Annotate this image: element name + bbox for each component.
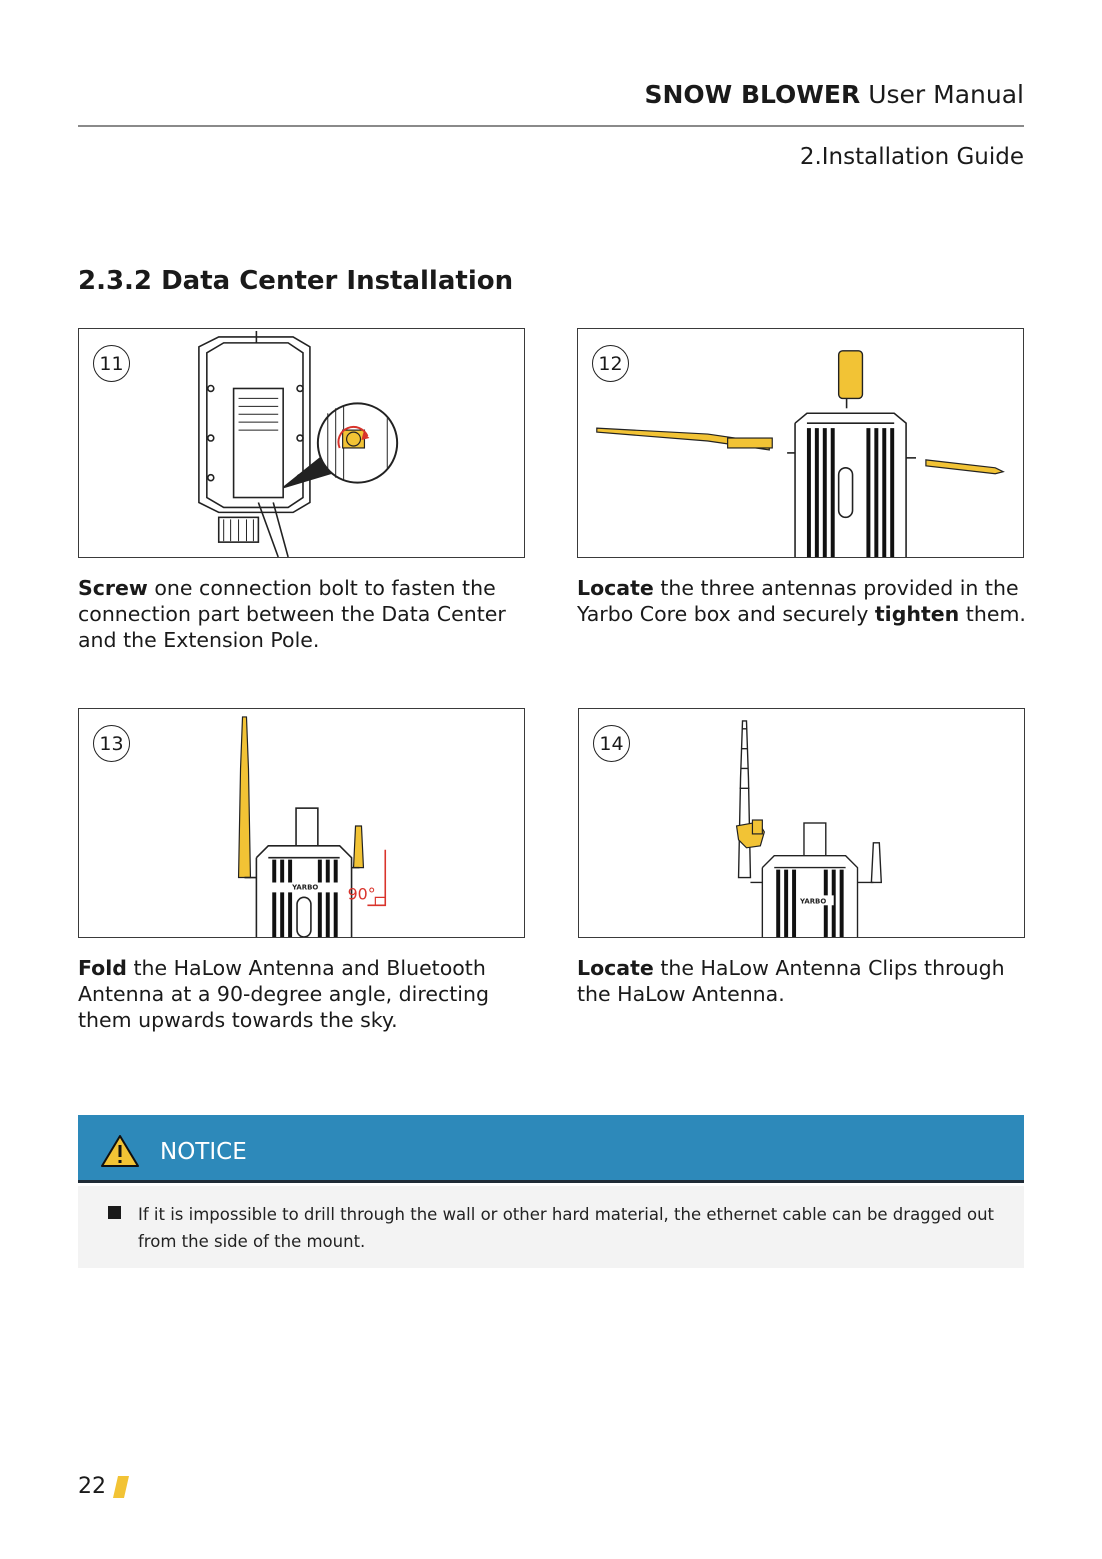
step-13-verb: Fold <box>78 956 127 980</box>
brand-label: YARBO <box>292 883 319 892</box>
product-name: SNOW BLOWER <box>644 80 861 109</box>
bullet-square-icon <box>108 1206 121 1219</box>
step-12-caption <box>577 575 1037 627</box>
step-11-caption <box>78 575 533 653</box>
notice-body <box>78 1186 1024 1268</box>
notice-title: NOTICE <box>160 1139 247 1165</box>
step-number-badge: 14 <box>593 725 630 762</box>
step-14-verb: Locate <box>577 956 654 980</box>
page-accent-mark <box>113 1476 129 1498</box>
section-title: 2.3.2 Data Center Installation <box>78 266 514 296</box>
step-12-text-2: them. <box>959 602 1026 626</box>
header-divider <box>78 125 1024 127</box>
step-number-badge: 12 <box>592 345 629 382</box>
step-13-illustration <box>78 708 525 938</box>
step-11-verb: Screw <box>78 576 148 600</box>
antennas-illustration <box>578 329 1023 557</box>
header-title <box>645 80 1025 109</box>
step-14-illustration <box>578 708 1025 938</box>
chapter-title: 2.Installation Guide <box>799 144 1024 170</box>
step-14-text: the HaLow Antenna Clips through the HaLow Antenna. <box>577 956 1005 1006</box>
step-11-illustration <box>78 328 525 558</box>
antenna-clip-illustration <box>579 709 1024 937</box>
step-14-caption <box>577 955 1037 1007</box>
step-number-badge: 13 <box>93 725 130 762</box>
step-12-text: the three antennas provided in the Yarbo Core box and securely <box>577 576 1019 626</box>
brand-label: YARBO <box>838 458 865 467</box>
doc-type: User Manual <box>868 80 1024 109</box>
antenna-fold-illustration <box>79 709 524 937</box>
page-number: 22 <box>78 1474 106 1499</box>
step-12-illustration <box>577 328 1024 558</box>
notice-text: If it is impossible to drill through the wall or other hard material, the ethernet cable can be dragged out from the side of the mount. <box>138 1205 995 1251</box>
step-12-verb: Locate <box>577 576 654 600</box>
notice-header <box>78 1115 1024 1183</box>
step-12-verb-2: tighten <box>874 602 960 626</box>
angle-label: 90° <box>347 884 376 904</box>
data-center-bolt-illustration <box>79 329 524 557</box>
step-11-text: one connection bolt to fasten the connection part between the Data Center and the Extension Pole. <box>78 576 506 652</box>
brand-label: YARBO <box>800 897 827 906</box>
step-13-caption <box>78 955 538 1033</box>
warning-triangle-icon <box>100 1134 140 1168</box>
step-13-text: the HaLow Antenna and Bluetooth Antenna at a 90-degree angle, directing them upwards towards the sky. <box>78 956 489 1032</box>
step-number-badge: 11 <box>93 345 130 382</box>
